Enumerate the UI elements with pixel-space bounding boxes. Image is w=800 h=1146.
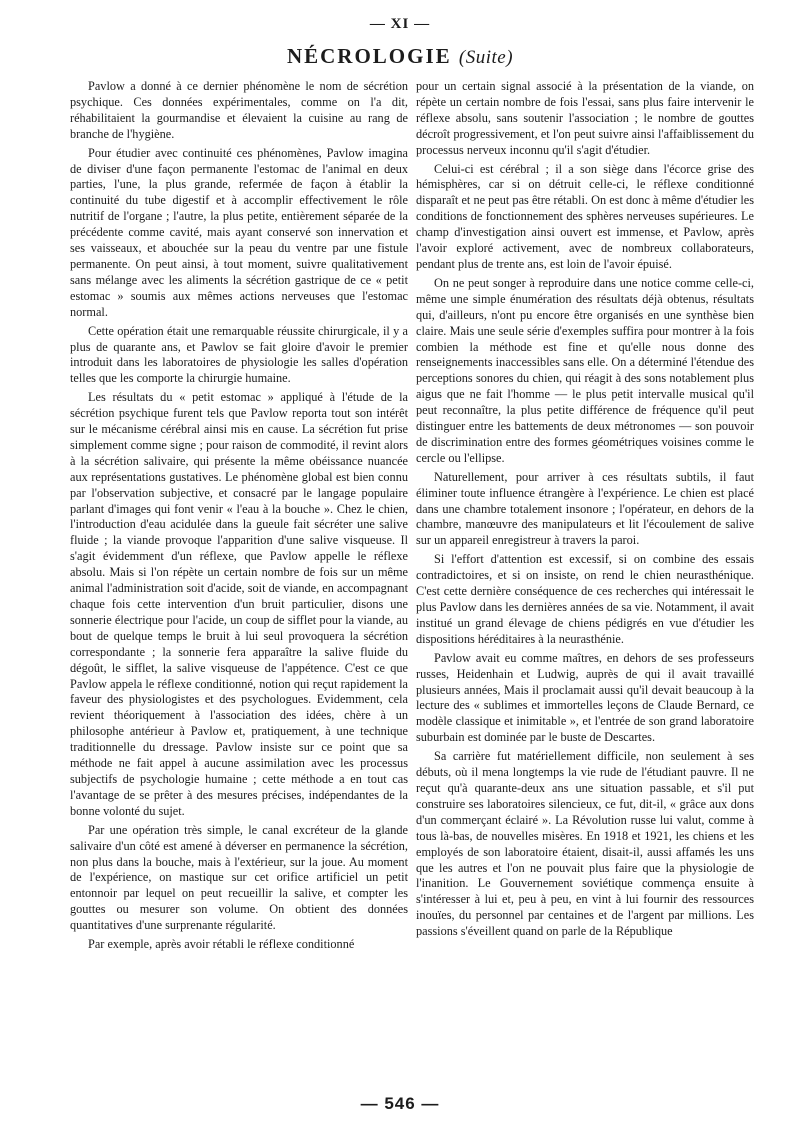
right-column [416, 79, 754, 943]
section-title: NÉCROLOGIE [286, 44, 452, 68]
paragraph: Par une opération très simple, le canal excréteur de la glande salivaire d'un côté est amené à déverser en permanence la sécrétion, non plus dans la bouche, mais à l'extérieur, sur la joue. Au moment de l'expérience, on mastique sur cet orifice artificiel un petit entonnoir par lequel on peut recueillir la salive, et compter les gouttes ou mesurer son volume. On obtient des données quantitatives d'une surprenante régularité. [70, 822, 408, 933]
paragraph: Si l'effort d'attention est excessif, si on combine des essais contradictoires, et si on insiste, on rend le chien neurasthénique. C'est cette dernière conséquence de ces recherches qui intéressait le plus Pavlow dans les dernières années de sa vie. Notamment, il avait institué un grand élevage de chiens pédigrés en vue d'étudier les dispositions héréditaires à la neurasthénie. [416, 552, 754, 646]
page-title [0, 44, 800, 69]
paragraph: Celui-ci est cérébral ; il a son siège dans l'écorce grise des hémisphères, car si on détruit celle-ci, le réflexe conditionné disparaît et ne peut pas être rétabli. On est donc à même d'étudier les conditions de fonctionnement des sphères nerveuses supérieures. Le champ d'investigation ainsi ouvert est immense, et Pavlow, après l'avoir exploré activement, avec de nombreux collaborateurs, pendant plus de trente ans, est loin de l'avoir épuisé. [416, 161, 754, 271]
paragraph: Sa carrière fut matériellement difficile, non seulement à ses débuts, où il mena longtemps la vie rude de l'étudiant pauvre. Il ne reçut qu'à quarante-deux ans une situation passable, et s'il put construire ses laboratoires silencieux, ce fut, dit-il, « grâce aux dons d'un commerçant éclairé ». La Révolution russe lui valut, comme à tous là-bas, de nouvelles misères. En 1918 et 1921, les chiens et les employés de son laboratoire étaient, disait-il, aussi affamés les uns que les autres et l'on ne pouvait plus faire que la physiologie de l'inanition. Le Gouvernement soviétique commença ensuite à s'intéresser à lui et, peu à peu, en vint à lui fournir des ressources inouïes, du personnel par centaines et de l'argent par millions. Les passions s'éveillent quand on parle de la République [416, 749, 754, 939]
paragraph: Pour étudier avec continuité ces phénomènes, Pavlow imagina de diviser d'une façon permanente l'estomac de l'animal en deux parties, l'une, la plus grande, refermée de façon à établir la continuité du tube digestif et à accomplir effectivement le rôle nutritif de l'organe ; l'autre, la plus petite, entièrement séparée de la précédente comme cavité, mais ayant conservé son innervation et ses vaisseaux, et abouchée sur la peau du ventre par une fistule permanente. On peut ainsi, à tout moment, suivre qualitativement sans mélange avec les aliments la sécrétion gastrique de ce « petit estomac » soumis aux mêmes actions nerveuses que l'estomac normal. [70, 145, 408, 319]
paragraph: Cette opération était une remarquable réussite chirurgicale, il y a plus de quarante ans, et Pawlov se fait gloire d'avoir le premier introduit dans les laboratoires de physiologie les salles d'opération telles que les comporte la chirurgie humaine. [70, 323, 408, 386]
roman-page-number: — XI — [369, 16, 431, 32]
paragraph: Pavlow avait eu comme maîtres, en dehors de ses professeurs russes, Heidenhain et Ludwig, auprès de qui il avait travaillé plusieurs années, Mais il proclamait aussi qu'il devait beaucoup à la lecture des « sublimes et immortelles leçons de Claude Bernard, ce modèle classique et inimitable », et l'entrée de son grand laboratoire suburbain est dominée par le buste de Descartes. [416, 650, 754, 745]
paragraph: Par exemple, après avoir rétabli le réflexe conditionné [88, 937, 355, 952]
page-number: — 546 — [360, 1094, 440, 1113]
paragraph: Naturellement, pour arriver à ces résultats subtils, il faut éliminer toute influence étrangère à l'expérience. Le chien est placé dans une chambre totalement insonore ; l'opérateur, en dehors de la chambre, manœuvre des manipulateurs et lit l'écoulement de salive sur un appareil enregistreur à travers la paroi. [416, 469, 754, 548]
paragraph: pour un certain signal associé à la présentation de la viande, on répète un certain nombre de fois l'essai, sans plus faire intervenir le réflexe absolu, sans soutenir l'association ; le nombre de gouttes décroît progressivement, et l'on peut suivre ainsi l'affaiblissement du processus nerveux inconnu qu'il s'agit d'étudier. [416, 79, 754, 157]
paragraph: Pavlow a donné à ce dernier phénomène le nom de sécrétion psychique. Ces données expérimentales, comme on l'a dit, réhabilitaient la gourmandise et élevaient la cuisine au rang de branche de l'hygiène. [70, 79, 408, 141]
paragraph: On ne peut songer à reproduire dans une notice comme celle-ci, même une simple énumération des résultats déjà obtenus, résultats qui, d'ailleurs, n'ont pu encore être organisés en une synthèse bien claire. Mais une seule série d'exemples suffira pour montrer à la fois combien la méthode est fine et qu'elle nous donne des renseignements inaccessibles sans elle. On a déterminé l'étendue des perceptions sonores du chien, qui réagit à des sons notablement plus aigus que ne fait l'homme — le plus petit intervalle musical qu'il peut reconnaître, la plus petite différence de fréquence qu'il peut distinguer entre les battements de deux métronomes — son pouvoir de discrimination entre des formes géométriques voisines comme le cercle ou l'ellipse. [416, 275, 754, 465]
paragraph: Les résultats du « petit estomac » appliqué à l'étude de la sécrétion psychique furent tels que Pavlow reporta tout son intérêt sur le mécanisme cérébral ainsi mis en cause. La sécrétion fut prise simplement comme signe ; pour raison de commodité, il revint alors à la sécrétion salivaire, qui présente la même obéissance nuancée aux représentations gustatives. Le phénomène global est bien connu par l'observation subjective, et consacré par le langage populaire parlant d'images qui font venir « l'eau à la bouche ». Chez le chien, l'introduction d'eau acidulée dans la gueule fait sécréter une salive fluide ; la viande provoque l'apparition d'une salive visqueuse. Il s'agit évidemment d'un réflexe, que Pavlow appelle le réflexe absolu. Mais si l'on répète un certain nombre de fois sur un même animal l'administration soit d'acide, soit de viande, en accompagnant chaque fois cette intervention d'un bruit particulier, disons une sonnerie électrique pour l'acide, un coup de sifflet pour la viande, au bout de quelque temps le bruit à lui seul provoquera la sécrétion correspondante ; la sonnerie fera apparaître la salive fluide du dégoût, le sifflet, la salive visqueuse de l'appétence. C'est ce que Pavlow appela le réflexe conditionné, notion qui reçut rapidement la faveur des physiologistes et des psychologues. Evidemment, cela revient théoriquement à l'association des idées, chère à un philosophe antérieur à Pavlow et, pratiquement, à une technique traditionnelle du dressage. Pavlow insiste sur ce point que sa méthode ne fait appel à aucune assimilation avec les processus subjectifs de psychologie humaine ; cette méthode a en tout cas l'avantage de se prêter à des mesures précises, indépendantes de la bonne volonté du sujet. [70, 390, 408, 818]
left-column [70, 79, 408, 956]
section-subtitle: (Suite) [458, 47, 514, 68]
